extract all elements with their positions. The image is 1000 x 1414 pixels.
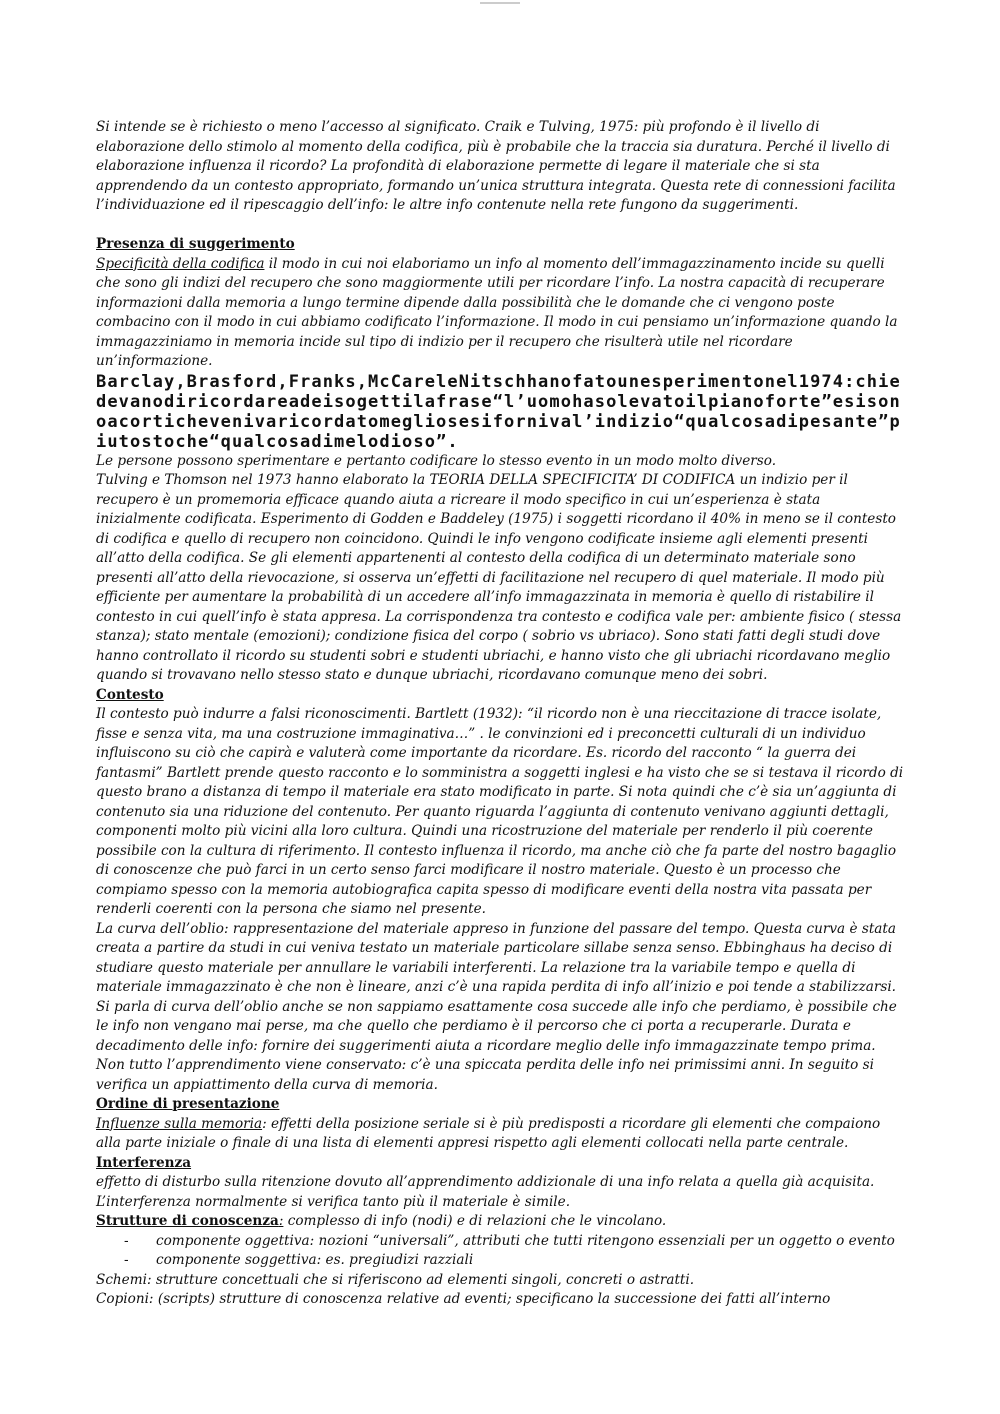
heading-contesto bbox=[96, 686, 904, 706]
list-item: - componente oggettiva: nozioni “universali”, attributi che tutti ritengono essenziali per un oggetto o evento bbox=[156, 1232, 904, 1252]
heading-interferenza-text: Interferenza bbox=[96, 1154, 192, 1171]
heading-presenza-text: Presenza di suggerimento bbox=[96, 236, 295, 252]
label-specificita-codifica: Specificità della codifica bbox=[96, 255, 265, 272]
list-item: - componente soggettiva: es. pregiudizi razziali bbox=[156, 1251, 904, 1271]
header-mark bbox=[480, 2, 520, 4]
text-influenze-memoria: : effetti della posizione seriale si è più predisposti a ricordare gli elementi che compaiono alla parte iniziale o finale di una lista di elementi appresi rispetto agli elementi collocati nella parte centrale. bbox=[96, 1115, 881, 1151]
label-influenze-memoria: Influenze sulla memoria bbox=[96, 1115, 263, 1132]
heading-strutture-text: Strutture di conoscenza bbox=[96, 1213, 279, 1229]
strutture-colon: : bbox=[278, 1213, 284, 1229]
heading-interferenza bbox=[96, 1154, 904, 1174]
paragraph-interferenza: effetto di disturbo sulla ritenzione dovuto all’apprendimento addizionale di una info relata a quella già acquisita. L’interferenza normalmente si verifica tanto più il materiale è simile. bbox=[96, 1174, 875, 1210]
document-page bbox=[96, 118, 904, 1310]
paragraph-copioni: Copioni: (scripts) strutture di conoscenza relative ad eventi; specificano la successione dei fatti all’interno bbox=[96, 1291, 831, 1307]
paragraph-influenze bbox=[96, 1115, 904, 1154]
paragraph-strutture bbox=[96, 1212, 904, 1232]
paragraph-bartlett: Il contesto può indurre a falsi riconoscimenti. Bartlett (1932): “il ricordo non è una rieccitazione di tracce isolate, fisse e senza vita, ma una costruzione immaginativa…” . le convinzioni ed i preconcetti culturali di un individuo influiscono su ciò che capirà e valuterà come importante da ricordare. Es. ricordo del racconto “ la guerra dei fantasmi” Bartlett prende questo racconto e lo somministra a soggetti inglesi e ha visto che se si testava il ricordo di questo brano a distanza di tempo il materiale era stato modificato in parte. Si nota quindi che c’è sia un’aggiunta di contenuto sia una riduzione del contenuto. Per quanto riguarda l’aggiunta di contenuto venivano aggiunti dettagli, componenti molto più vicini alla loro cultura. Quindi una ricostruzione del materiale per renderlo il più coerente possibile con la cultura di riferimento. Il contesto influenza il ricordo, ma anche ciò che fa parte del nostro bagaglio di conoscenze che può farci in un certo senso farci modificare il nostro materiale. Questo è un processo che compiamo spesso con la memoria autobiografica capita spesso di modificare eventi della nostra vita passata per renderli coerenti con la persona che siamo nel presente. bbox=[96, 706, 904, 917]
heading-contesto-text: Contesto bbox=[96, 686, 164, 703]
paragraph-profondita: Si intende se è richiesto o meno l’accesso al significato. Craik e Tulving, 1975: più profondo è il livello di elaborazione dello stimolo al momento della codifica, più è probabile che la traccia sia duratura. Perché il livello di elaborazione influenza il ricordo? La profondità di elaborazione permette di legare il materiale che si sta apprendendo da un contesto appropriato, formando un’unica struttura integrata. Questa rete di connessioni facilita l’individuazione ed il ripescaggio dell’info: le altre info contenute nella rete fungono da suggerimenti. bbox=[96, 119, 896, 213]
paragraph-tulving-thomson: Tulving e Thomson nel 1973 hanno elaborato la TEORIA DELLA SPECIFICITA’ DI CODIFICA un indizio per il recupero è un promemoria efficace quando aiuta a ricreare il modo specifico in cui un’esperienza è stata inizialmente codificata. Esperimento di Godden e Baddeley (1975) i soggetti ricordano il 40% in meno se il contesto di codifica e quello di recupero non coincidono. Quindi le info vengono codificate insieme agli elementi presenti all’atto della codifica. Se gli elementi appartenenti al contesto della codifica di un determinato materiale sono presenti all’atto della rievocazione, si osserva un’effetti di facilitazione nel recupero di quel materiale. Il modo più efficiente per aumentare la probabilità di un accedere all’info immagazzinata in memoria è quello di ristabilire il contesto in cui quell’info è stata appresa. La corrispondenza tra contesto e codifica vale per: ambiente fisico ( stessa stanza); stato mentale (emozioni); condizione fisica del corpo ( sobrio vs ubriaco). Sono stati fatti degli studi dove hanno controllato il ricordo su studenti sobri e studenti ubriachi, e hanno visto che gli ubriachi ricordavano meglio quando si trovavano nello stesso stato e dunque ubriachi, ricordavano comunque meno dei sobri. bbox=[96, 472, 902, 683]
paragraph-barclay: Barclay,Brasford,Franks,McCareleNitschhanofatounesperimentonel1974:chiedevanodiricordareadeisogettilafrase“l’uomohasolevatoilpianoforte”esisonoacortichevenivaricordatomegliosesifornival’indizio“qualcosadipesante”piutostoche“qualcosadimelodioso”. bbox=[96, 371, 901, 452]
heading-presenza-suggerimento bbox=[96, 235, 904, 255]
paragraph-specificita bbox=[96, 255, 904, 372]
heading-ordine-presentazione bbox=[96, 1095, 904, 1115]
list-componenti bbox=[96, 1232, 904, 1271]
paragraph-curva-oblio: La curva dell’oblio: rappresentazione del materiale appreso in funzione del passare del tempo. Questa curva è stata creata a partire da studi in cui veniva testato un materiale particolare sillabe senza senso. Ebbinghaus ha deciso di studiare questo materiale per annullare le variabili interferenti. La relazione tra la variabile tempo e quella di materiale immagazzinato è che non è lineare, anzi c’è una rapida perdita di info all’inizio e poi tende a stabilizzarsi. Si parla di curva dell’oblio anche se non sappiamo esattamente cosa succede alle info che perdiamo, è possibile che le info non vengano mai perse, ma che quello che perdiamo è il percorso che ci porta a recuperarle. Durata e decadimento delle info: fornire dei suggerimenti aiuta a ricordare meglio delle info immagazzinate tempo prima. Non tutto l’apprendimento viene conservato: c’è una spiccata perdita delle info nei primissimi anni. In seguito si verifica un appiattimento della curva di memoria. bbox=[96, 920, 897, 1093]
text-specificita-codifica: il modo in cui noi elaboriamo un info al momento dell’immagazzinamento incide su quelli che sono gli indizi del recupero che sono maggiormente utili per ricordare l’info. La nostra capacità di recuperare informazioni dalla memoria a lungo termine dipende dalla possibilità che le domande che ci vengono poste combacino con il modo in cui abbiamo codificato l’informazione. Il modo in cui pensiamo un’informazione quando la immagazziniamo in memoria incide sul tipo di indizio per il recupero che risulterà utile nel ricordare un’informazione. bbox=[96, 255, 898, 369]
paragraph-schemi: Schemi: strutture concettuali che si riferiscono ad elementi singoli, concreti o astratti. bbox=[96, 1271, 695, 1288]
paragraph-persone: Le persone possono sperimentare e pertanto codificare lo stesso evento in un modo molto diverso. bbox=[96, 452, 777, 469]
text-strutture: complesso di info (nodi) e di relazioni che le vincolano. bbox=[283, 1213, 667, 1229]
heading-ordine-text: Ordine di presentazione bbox=[96, 1096, 280, 1112]
